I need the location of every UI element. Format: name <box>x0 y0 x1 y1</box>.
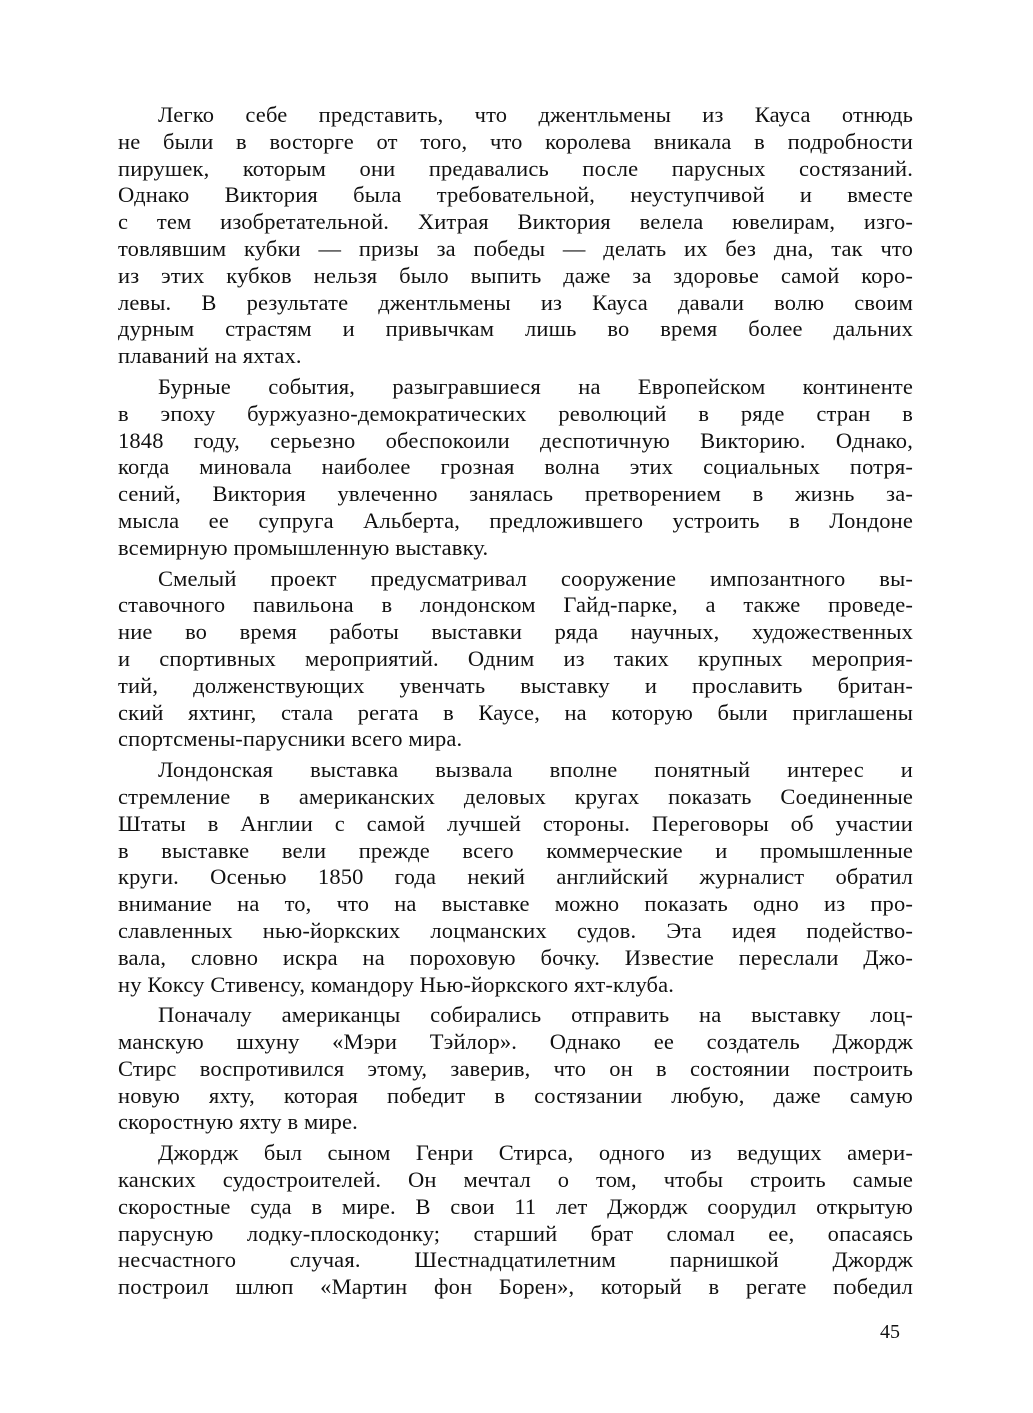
text-line: в выставке вели прежде всего коммерческие и промышленные <box>118 837 913 863</box>
text-line: дурным страстям и привычкам лишь во время более дальних <box>118 316 913 342</box>
paragraph-3 <box>118 566 913 754</box>
text-line: левы. В результате джентльмены из Кауса давали волю своим <box>118 289 913 315</box>
text-line: новую яхту, которая победит в состязании любую, даже самую <box>118 1082 913 1108</box>
text-line: скоростную яхту в мире. <box>118 1109 358 1135</box>
text-line: Лондонская выставка вызвала вполне понятный интерес и <box>158 757 913 783</box>
text-line: с тем изобретательной. Хитрая Виктория велела ювелирам, изго- <box>118 209 913 235</box>
text-line: ну Коксу Стивенсу, командору Нью-йоркского яхт-клуба. <box>118 971 675 997</box>
text-line: круги. Осенью 1850 года некий английский журналист обратил <box>118 864 913 890</box>
page-number: 45 <box>880 1321 900 1343</box>
text-line: вала, словно искра на пороховую бочку. Известие переслали Джо- <box>118 944 913 970</box>
text-line: построил шлюп «Мартин фон Борен», который в регате победил <box>118 1274 913 1300</box>
text-line: мысла ее супруга Альберта, предложившего устроить в Лондоне <box>118 507 913 533</box>
text-line: и спортивных мероприятий. Одним из таких крупных мероприя- <box>118 645 913 671</box>
text-line: манскую шхуну «Мэри Тэйлор». Однако ее создатель Джордж <box>118 1029 913 1055</box>
text-line: стремление в американских деловых кругах показать Соединенные <box>118 783 913 809</box>
text-line: в эпоху буржуазно-демократических революций в ряде стран в <box>118 400 913 426</box>
text-line: ставочного павильона в лондонском Гайд-парке, а также проведе- <box>118 592 913 618</box>
text-line: парусную лодку-плоскодонку; старший брат сломал ее, опасаясь <box>118 1220 913 1246</box>
text-line: славленных нью-йоркских лоцманских судов. Эта идея подейство- <box>118 917 913 943</box>
text-line: Поначалу американцы собирались отправить на выставку лоц- <box>158 1002 913 1028</box>
text-line: всемирную промышленную выставку. <box>118 534 489 560</box>
paragraph-2 <box>118 374 913 562</box>
text-line: ние во время работы выставки ряда научных, художественных <box>118 619 913 645</box>
text-line: не были в восторге от того, что королева вникала в подробности <box>118 128 913 154</box>
paragraph-4 <box>118 757 913 998</box>
text-line: из этих кубков нельзя было выпить даже за здоровье самой коро- <box>118 262 913 288</box>
text-line: товлявшим кубки — призы за победы — делать их без дна, так что <box>118 235 913 261</box>
text-line: спортсмены-парусники всего мира. <box>118 726 463 752</box>
paragraph-5 <box>118 1002 913 1136</box>
text-line: плаваний на яхтах. <box>118 343 302 369</box>
text-line: несчастного случая. Шестнадцатилетним парнишкой Джордж <box>118 1247 913 1273</box>
text-line: Штаты в Англии с самой лучшей стороны. Переговоры об участии <box>118 810 913 836</box>
text-line: сений, Виктория увлеченно занялась претворением в жизнь за- <box>118 481 913 507</box>
text-line: Однако Виктория была требовательной, неуступчивой и вместе <box>118 182 913 208</box>
paragraph-1 <box>118 102 913 370</box>
text-line: тий, долженствующих увенчать выставку и прославить британ- <box>118 672 913 698</box>
text-line: Джордж был сыном Генри Стирса, одного из ведущих амери- <box>158 1140 913 1166</box>
paragraph-6 <box>118 1140 913 1301</box>
text-line: Легко себе представить, что джентльмены из Кауса отнюдь <box>158 102 913 127</box>
text-line: ский яхтинг, стала регата в Каусе, на которую были приглашены <box>118 699 913 725</box>
text-line: 1848 году, серьезно обеспокоили деспотичную Викторию. Однако, <box>118 427 913 453</box>
text-line: Стирс воспротивился этому, заверив, что он в состоянии построить <box>118 1055 913 1081</box>
text-line: Смелый проект предусматривал сооружение импозантного вы- <box>158 565 913 591</box>
text-line: внимание на то, что на выставке можно показать одно из про- <box>118 891 913 917</box>
text-line: канских судостроителей. Он мечтал о том, чтобы строить самые <box>118 1167 913 1193</box>
text-line: когда миновала наиболее грозная волна этих социальных потря- <box>118 454 913 480</box>
text-line: пирушек, которым они предавались после парусных состязаний. <box>118 155 913 181</box>
text-line: скоростные суда в мире. В свои 11 лет Джордж соорудил открытую <box>118 1193 913 1219</box>
book-page-body <box>118 102 913 1301</box>
text-line: Бурные события, разыгравшиеся на Европейском континенте <box>158 373 913 399</box>
